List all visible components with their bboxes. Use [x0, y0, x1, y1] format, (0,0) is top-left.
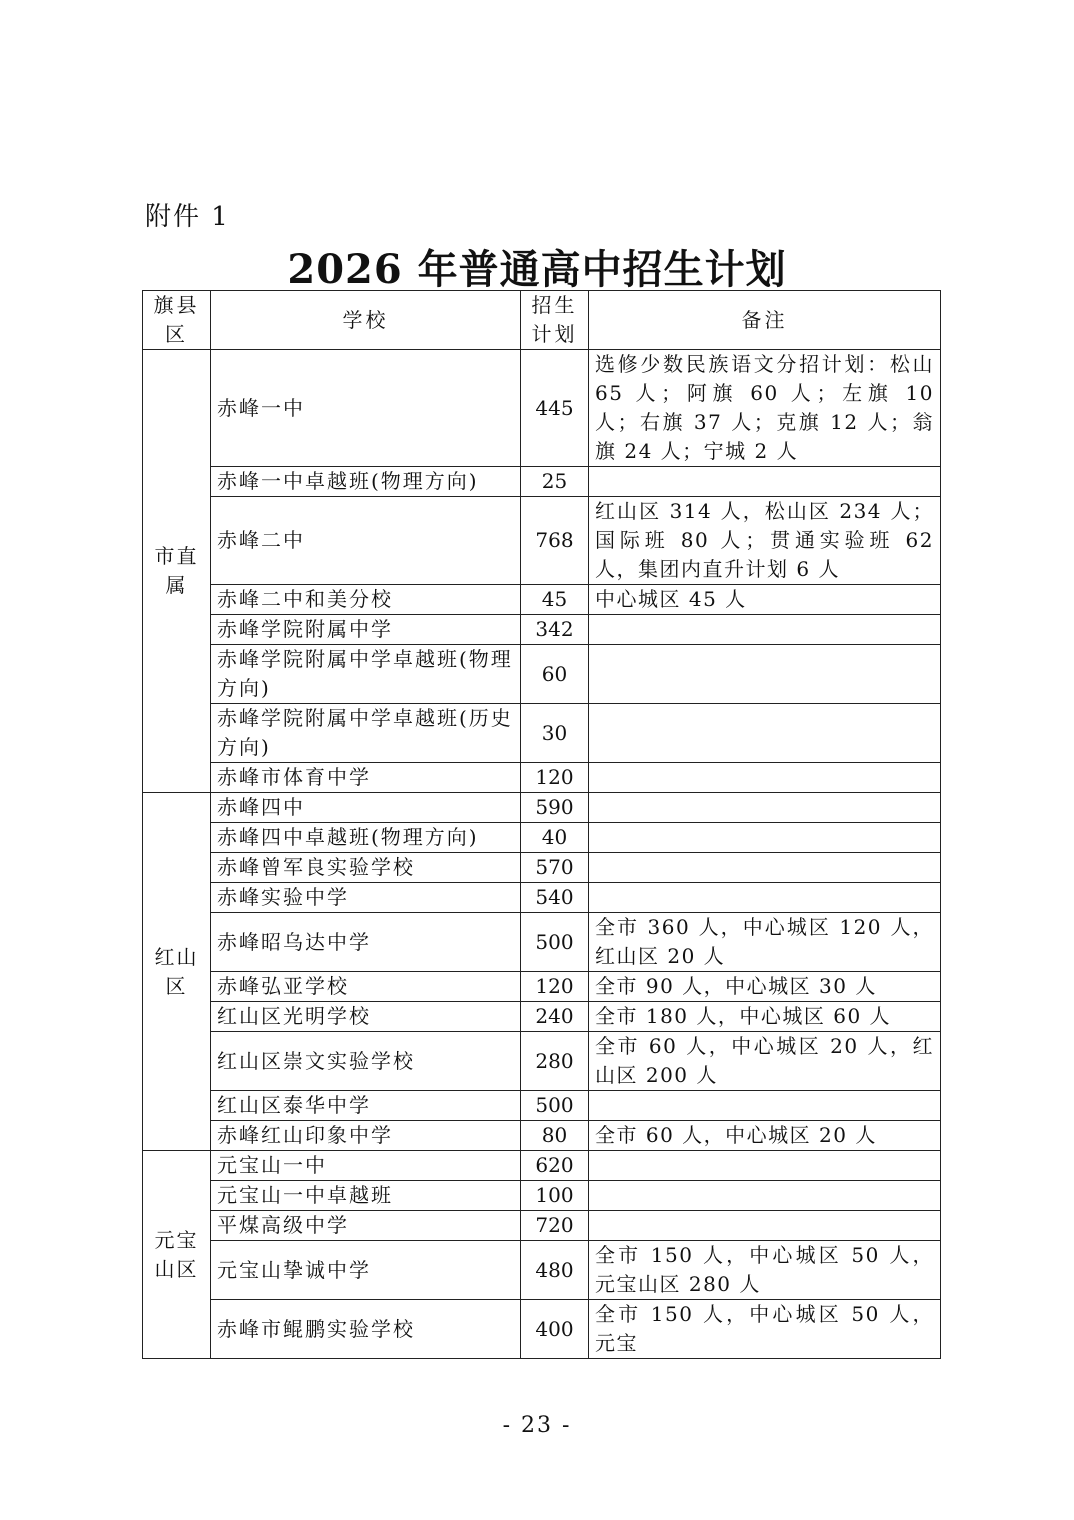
table-header-row	[143, 291, 941, 350]
school-cell: 赤峰昭乌达中学	[211, 913, 521, 972]
district-cell: 红山区	[143, 793, 211, 1151]
school-cell: 元宝山一中卓越班	[211, 1181, 521, 1211]
plan-cell: 45	[521, 585, 589, 615]
school-cell: 赤峰学院附属中学卓越班(物理方向)	[211, 645, 521, 704]
plan-cell: 590	[521, 793, 589, 823]
table-row	[143, 497, 941, 585]
school-cell: 赤峰实验中学	[211, 883, 521, 913]
plan-cell: 540	[521, 883, 589, 913]
school-cell: 赤峰弘亚学校	[211, 972, 521, 1002]
table-row	[143, 704, 941, 763]
school-cell: 赤峰市鲲鹏实验学校	[211, 1300, 521, 1359]
school-cell: 元宝山挚诚中学	[211, 1241, 521, 1300]
district-cell: 市直属	[143, 350, 211, 793]
table-row	[143, 467, 941, 497]
plan-cell: 100	[521, 1181, 589, 1211]
table-row	[143, 1241, 941, 1300]
plan-cell: 620	[521, 1151, 589, 1181]
school-cell: 赤峰红山印象中学	[211, 1121, 521, 1151]
table-row	[143, 1181, 941, 1211]
header-school: 学校	[211, 291, 521, 350]
table-row	[143, 823, 941, 853]
table-row	[143, 350, 941, 467]
school-cell: 赤峰学院附属中学	[211, 615, 521, 645]
plan-cell: 400	[521, 1300, 589, 1359]
plan-cell: 60	[521, 645, 589, 704]
school-cell: 赤峰学院附属中学卓越班(历史方向)	[211, 704, 521, 763]
note-cell	[589, 467, 941, 497]
note-cell	[589, 1211, 941, 1241]
plan-cell: 240	[521, 1002, 589, 1032]
header-plan: 招生计划	[521, 291, 589, 350]
header-note: 备注	[589, 291, 941, 350]
plan-cell: 120	[521, 763, 589, 793]
plan-cell: 500	[521, 913, 589, 972]
plan-cell: 120	[521, 972, 589, 1002]
table-row	[143, 793, 941, 823]
table-row	[143, 645, 941, 704]
table-row	[143, 585, 941, 615]
table-row	[143, 883, 941, 913]
note-cell	[589, 704, 941, 763]
page-title: 2026 年普通高中招生计划	[287, 246, 787, 293]
plan-cell: 342	[521, 615, 589, 645]
note-cell	[589, 645, 941, 704]
table-row	[143, 1211, 941, 1241]
note-cell	[589, 853, 941, 883]
plan-cell: 30	[521, 704, 589, 763]
note-cell: 全市 180 人，中心城区 60 人	[589, 1002, 941, 1032]
plan-cell: 445	[521, 350, 589, 467]
district-cell: 元宝山区	[143, 1151, 211, 1359]
note-cell: 全市 150 人，中心城区 50 人，元宝	[589, 1300, 941, 1359]
plan-cell: 80	[521, 1121, 589, 1151]
school-cell: 赤峰曾军良实验学校	[211, 853, 521, 883]
note-cell	[589, 793, 941, 823]
header-district: 旗县区	[143, 291, 211, 350]
school-cell: 红山区崇文实验学校	[211, 1032, 521, 1091]
note-cell	[589, 1151, 941, 1181]
school-cell: 赤峰市体育中学	[211, 763, 521, 793]
note-cell	[589, 1091, 941, 1121]
school-cell: 赤峰四中	[211, 793, 521, 823]
school-cell: 赤峰二中	[211, 497, 521, 585]
note-cell: 中心城区 45 人	[589, 585, 941, 615]
school-cell: 平煤高级中学	[211, 1211, 521, 1241]
attachment-label: 附件 1	[145, 202, 230, 232]
table-row	[143, 853, 941, 883]
table-row	[143, 913, 941, 972]
plan-cell: 25	[521, 467, 589, 497]
plan-cell: 500	[521, 1091, 589, 1121]
table-row	[143, 763, 941, 793]
note-cell	[589, 883, 941, 913]
school-cell: 元宝山一中	[211, 1151, 521, 1181]
table-row	[143, 1300, 941, 1359]
note-cell: 全市 90 人，中心城区 30 人	[589, 972, 941, 1002]
table-row	[143, 1091, 941, 1121]
table-row	[143, 972, 941, 1002]
school-cell: 赤峰四中卓越班(物理方向)	[211, 823, 521, 853]
table-row	[143, 615, 941, 645]
table-row	[143, 1151, 941, 1181]
note-cell: 红山区 314 人，松山区 234 人；国际班 80 人；贯通实验班 62 人，集团内直升计划 6 人	[589, 497, 941, 585]
plan-cell: 40	[521, 823, 589, 853]
plan-cell: 570	[521, 853, 589, 883]
note-cell: 全市 150 人，中心城区 50 人，元宝山区 280 人	[589, 1241, 941, 1300]
plan-cell: 768	[521, 497, 589, 585]
note-cell: 选修少数民族语文分招计划：松山 65 人；阿旗 60 人；左旗 10 人；右旗 37 人；克旗 12 人；翁旗 24 人；宁城 2 人	[589, 350, 941, 467]
school-cell: 红山区光明学校	[211, 1002, 521, 1032]
enrollment-plan-table	[142, 290, 941, 1359]
note-cell: 全市 60 人，中心城区 20 人，红山区 200 人	[589, 1032, 941, 1091]
school-cell: 赤峰一中	[211, 350, 521, 467]
table-row	[143, 1032, 941, 1091]
plan-cell: 280	[521, 1032, 589, 1091]
note-cell	[589, 763, 941, 793]
note-cell	[589, 615, 941, 645]
note-cell: 全市 360 人，中心城区 120 人，红山区 20 人	[589, 913, 941, 972]
note-cell	[589, 1181, 941, 1211]
note-cell: 全市 60 人，中心城区 20 人	[589, 1121, 941, 1151]
table-body	[143, 350, 941, 1359]
school-cell: 赤峰一中卓越班(物理方向)	[211, 467, 521, 497]
school-cell: 红山区泰华中学	[211, 1091, 521, 1121]
plan-cell: 480	[521, 1241, 589, 1300]
page-number: - 23 -	[502, 1413, 572, 1438]
school-cell: 赤峰二中和美分校	[211, 585, 521, 615]
table-row	[143, 1121, 941, 1151]
plan-cell: 720	[521, 1211, 589, 1241]
note-cell	[589, 823, 941, 853]
table-row	[143, 1002, 941, 1032]
